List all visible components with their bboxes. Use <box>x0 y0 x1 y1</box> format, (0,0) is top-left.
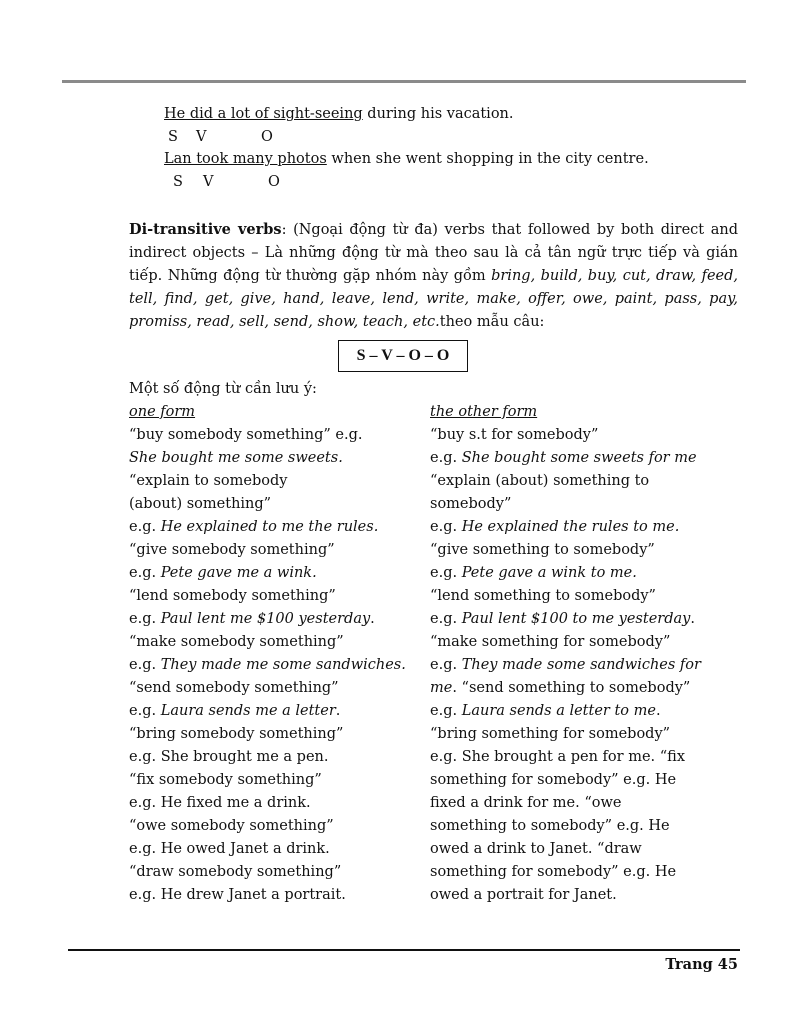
other-form-line <box>430 424 710 447</box>
footer-rule <box>68 949 740 951</box>
other-form-line <box>430 815 710 838</box>
para-tail: theo mẫu câu: <box>439 314 545 330</box>
one-form-line-prefix: e.g. <box>129 519 161 535</box>
one-form-line <box>129 769 409 792</box>
term-ditransitive: Di-transitive verbs <box>129 221 282 238</box>
one-form-line <box>129 792 409 815</box>
other-form-line-prefix: e.g. <box>430 703 462 719</box>
other-form-line-suffix: . <box>655 703 661 719</box>
other-form-line <box>430 493 710 516</box>
other-form-line-suffix: . <box>690 611 695 627</box>
one-form-line-text: “send somebody something” <box>129 680 339 696</box>
one-form-line-text: “draw somebody something” <box>129 864 342 880</box>
one-form-line-text: e.g. He owed Janet a drink. <box>129 841 330 857</box>
one-form-line-text: “give somebody something” <box>129 542 335 558</box>
other-form-line <box>430 792 710 815</box>
other-form-line-prefix: e.g. <box>430 565 462 581</box>
one-form-line <box>129 516 409 539</box>
one-form-line-prefix: e.g. <box>129 611 161 627</box>
other-form-line <box>430 447 710 470</box>
other-form-line-prefix: e.g. <box>430 657 462 673</box>
other-form-line-text: something to somebody” e.g. He <box>430 818 670 834</box>
other-form-line <box>430 838 710 861</box>
one-form-line <box>129 585 409 608</box>
one-form-line <box>129 470 409 493</box>
one-form-line-text: Pete gave me a wink. <box>160 565 317 581</box>
other-form-line-text: owed a portrait for Janet. <box>430 887 617 903</box>
other-form-line-text: “lend something to somebody” <box>430 588 656 604</box>
other-form-line-text: me <box>430 680 453 696</box>
one-form-line-suffix: . <box>370 611 375 627</box>
other-form-line-text: “give something to somebody” <box>430 542 655 558</box>
one-form-line <box>129 539 409 562</box>
one-form-line <box>129 654 409 677</box>
one-form-line-prefix: e.g. <box>129 565 161 581</box>
other-form-line-prefix: e.g. <box>430 519 462 535</box>
other-form-line <box>430 470 710 493</box>
other-form-line <box>430 654 710 677</box>
one-form-line <box>129 723 409 746</box>
one-form-line <box>129 884 409 907</box>
other-form-line <box>430 677 710 700</box>
one-form-line <box>129 746 409 769</box>
one-form-line-text: They made me some sandwiches. <box>160 657 406 673</box>
other-form-line-prefix: e.g. <box>430 611 462 627</box>
one-form-line <box>129 608 409 631</box>
other-form-line-prefix: e.g. <box>430 450 462 466</box>
one-form-line-prefix: e.g. <box>129 657 161 673</box>
other-form-line-text: She bought some sweets for me <box>461 450 697 466</box>
other-form-line-text: “bring something for somebody” <box>430 726 671 742</box>
one-form-line <box>129 447 409 470</box>
example-underlined-2: Lan took many photos <box>164 151 327 167</box>
one-form-line-text: e.g. He drew Janet a portrait. <box>129 887 346 903</box>
label-o-2: O <box>268 174 280 190</box>
para-definition: : (Ngoại động từ đa) verbs that followed by both direct and indirect objects – Là những động từ mà theo sau là cả tân ngữ trực tiếp và gián tiếp. Những động từ thường gặp nhóm này gồm <box>129 222 739 284</box>
header-rule <box>62 80 746 83</box>
one-form-line-text: (about) something” <box>129 496 272 512</box>
label-s-1: S <box>168 129 178 145</box>
other-form-line <box>430 723 710 746</box>
other-form-line-text: “make something for somebody” <box>430 634 671 650</box>
other-form-line-text: He explained the rules to me. <box>461 519 680 535</box>
other-form-line-text: Pete gave a wink to me. <box>461 565 637 581</box>
one-form-header: one form <box>129 404 196 420</box>
one-form-line-text: “make somebody something” <box>129 634 344 650</box>
other-form-line <box>430 539 710 562</box>
one-form-line-text: “fix somebody something” <box>129 772 322 788</box>
one-form-line-text: Paul lent me $100 yesterday <box>160 611 371 627</box>
one-form-line-text: e.g. He fixed me a drink. <box>129 795 311 811</box>
other-form-line <box>430 769 710 792</box>
page-number: Trang 45 <box>665 956 738 973</box>
other-form-line <box>430 700 710 723</box>
other-form-line <box>430 562 710 585</box>
one-form-line <box>129 631 409 654</box>
para-verb-list: bring, build, buy, cut, draw, feed, tell, find, get, give, hand, leave, lend, write, make, offer, owe, paint, pass, pay, promiss, read, sell, send, show, teach, etc. <box>129 268 738 330</box>
other-form-line <box>430 608 710 631</box>
label-v-2: V <box>203 174 214 190</box>
other-form-line <box>430 631 710 654</box>
one-form-line-text: “buy somebody something” e.g. <box>129 427 363 443</box>
formula-box: S – V – O – O <box>338 340 468 372</box>
one-form-line <box>129 861 409 884</box>
other-form-line <box>430 746 710 769</box>
other-form-line-text: Paul lent $100 to me yesterday <box>461 611 691 627</box>
label-s-2: S <box>173 174 183 190</box>
other-form-line-text: “explain (about) something to <box>430 473 650 489</box>
other-form-column <box>430 401 710 907</box>
one-form-line-text: “explain to somebody <box>129 473 288 489</box>
one-form-column <box>129 401 409 907</box>
one-form-line-suffix: . <box>335 703 341 719</box>
example-underlined-1: He did a lot of sight-seeing <box>164 106 363 122</box>
one-form-line-text: She bought me some sweets. <box>129 450 343 466</box>
example-sentence-1 <box>164 103 514 126</box>
other-form-line-text: “buy s.t for somebody” <box>430 427 599 443</box>
one-form-line <box>129 838 409 861</box>
other-form-line-suffix: . “send something to somebody” <box>452 680 691 696</box>
one-form-line-text: “lend somebody something” <box>129 588 336 604</box>
example-rest-1: during his vacation. <box>362 106 514 122</box>
other-form-line <box>430 516 710 539</box>
other-form-line <box>430 884 710 907</box>
example-sentence-2 <box>164 148 649 171</box>
other-form-line-text: something for somebody” e.g. He <box>430 772 677 788</box>
other-form-header: the other form <box>430 404 538 420</box>
one-form-line <box>129 493 409 516</box>
other-form-line-text: They made some sandwiches for <box>461 657 701 673</box>
note-heading: Một số động từ cần lưu ý: <box>129 381 317 397</box>
one-form-line <box>129 562 409 585</box>
one-form-line <box>129 700 409 723</box>
one-form-line-text: “owe somebody something” <box>129 818 334 834</box>
ditransitive-paragraph <box>129 218 738 334</box>
one-form-line <box>129 424 409 447</box>
label-v-1: V <box>196 129 207 145</box>
example-rest-2: when she went shopping in the city centre. <box>326 151 649 167</box>
one-form-line-text: e.g. She brought me a pen. <box>129 749 329 765</box>
other-form-line-text: Laura sends a letter to me <box>461 703 656 719</box>
other-form-line-text: something for somebody” e.g. He <box>430 864 677 880</box>
one-form-line-text: “bring somebody something” <box>129 726 344 742</box>
other-form-line-text: e.g. She brought a pen for me. “fix <box>430 749 686 765</box>
one-form-line <box>129 677 409 700</box>
one-form-line <box>129 815 409 838</box>
one-form-line-text: Laura sends me a letter <box>160 703 336 719</box>
other-form-line-text: somebody” <box>430 496 512 512</box>
other-form-line <box>430 585 710 608</box>
one-form-line-text: He explained to me the rules. <box>160 519 379 535</box>
other-form-line <box>430 861 710 884</box>
other-form-line-text: fixed a drink for me. “owe <box>430 795 622 811</box>
one-form-line-prefix: e.g. <box>129 703 161 719</box>
other-form-line-text: owed a drink to Janet. “draw <box>430 841 642 857</box>
label-o-1: O <box>261 129 273 145</box>
